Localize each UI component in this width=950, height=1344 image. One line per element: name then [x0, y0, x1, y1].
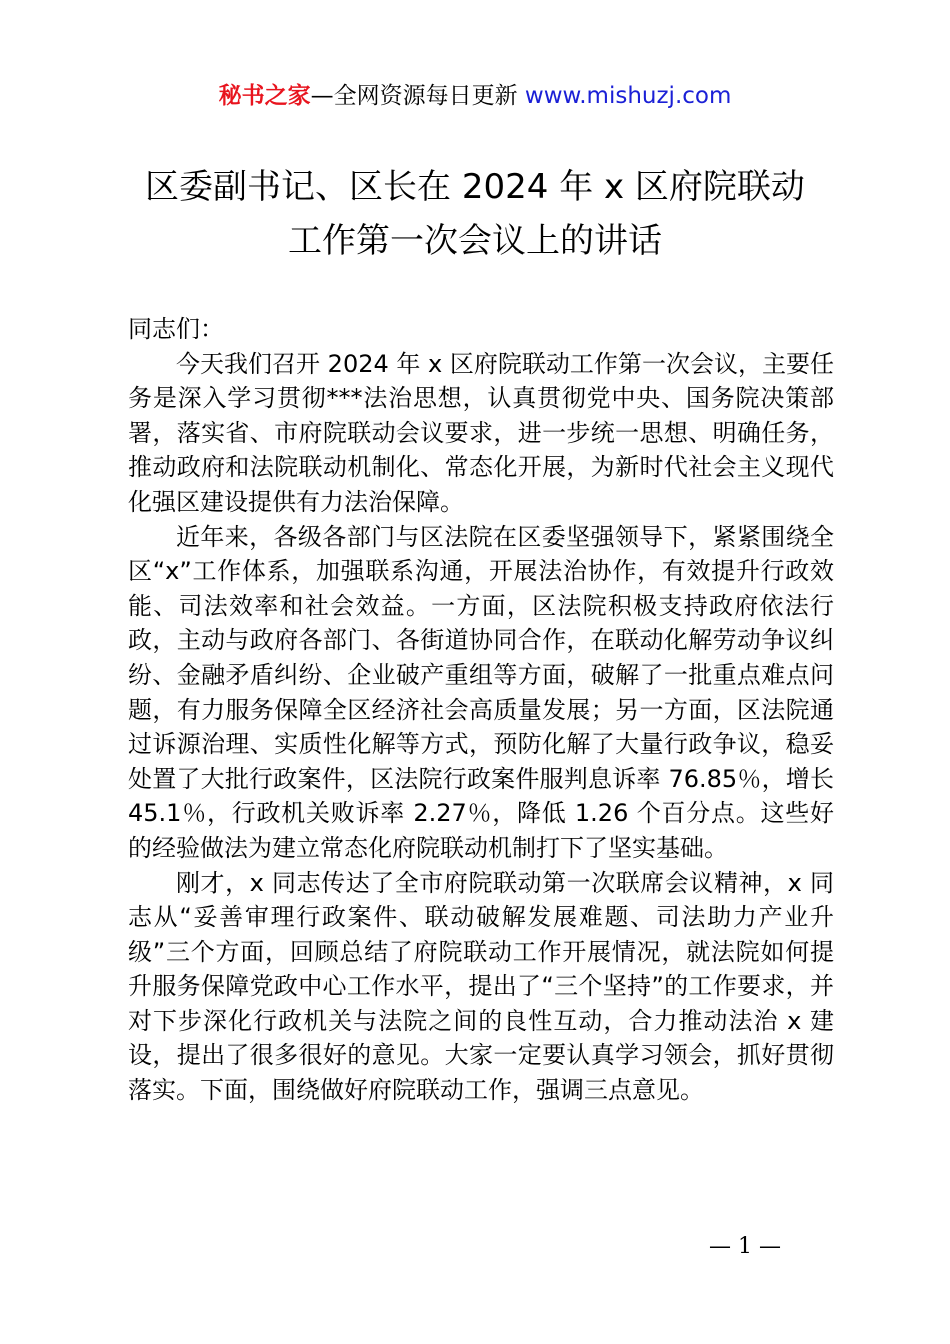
document-title [60, 160, 890, 268]
paragraph-1: 今天我们召开 2024 年 x 区府院联动工作第一次会议，主要任务是深入学习贯彻***法治思想，认真贯彻党中央、国务院决策部署，落实省、市府院联动会议要求，进一步统一思想、明确任务，推动政府和法院联动机制化、常态化开展，为新时代社会主义现代化强区建设提供有力法治保障。 [128, 349, 834, 516]
header-tagline: —全网资源每日更新 [310, 83, 525, 109]
document-body [128, 312, 834, 1108]
paragraph-2: 近年来，各级各部门与区法院在区委坚强领导下，紧紧围绕全区“x”工作体系，加强联系沟通，开展法治协作，有效提升行政效能、司法效率和社会效益。一方面，区法院积极支持政府依法行政，主动与政府各部门、各街道协同合作，在联动化解劳动争议纠纷、金融矛盾纠纷、企业破产重组等方面，破解了一批重点难点问题，有力服务保障全区经济社会高质量发展；另一方面，区法院通过诉源治理、实质性化解等方式，预防化解了大量行政争议，稳妥处置了大批行政案件，区法院行政案件服判息诉率 76.85％，增长 45.1％，行政机关败诉率 2.27％，降低 1.26 个百分点。这些好的经验做法为建立常态化府院联动机制打下了坚实基础。 [128, 522, 834, 862]
page-number: — 1 — [709, 1234, 781, 1259]
title-line-2: 工作第一次会议上的讲话 [288, 221, 662, 261]
title-line-1: 区委副书记、区长在 2024 年 x 区府院联动 [145, 167, 805, 207]
paragraph-3: 刚才，x 同志传达了全市府院联动第一次联席会议精神，x 同志从“妥善审理行政案件、联动破解发展难题、司法助力产业升级”三个方面，回顾总结了府院联动工作开展情况，就法院如何提升服务保障党政中心工作水平，提出了“三个坚持”的工作要求，并对下步深化行政机关与法院之间的良性互动，合力推动法治 x 建设，提出了很多很好的意见。大家一定要认真学习领会，抓好贯彻落实。下面，围绕做好府院联动工作，强调三点意见。 [128, 868, 834, 1105]
site-url-link[interactable]: www.mishuzj.com [524, 83, 732, 109]
brand-name: 秘书之家 [218, 83, 311, 109]
greeting: 同志们： [128, 315, 224, 343]
site-header [0, 80, 950, 112]
